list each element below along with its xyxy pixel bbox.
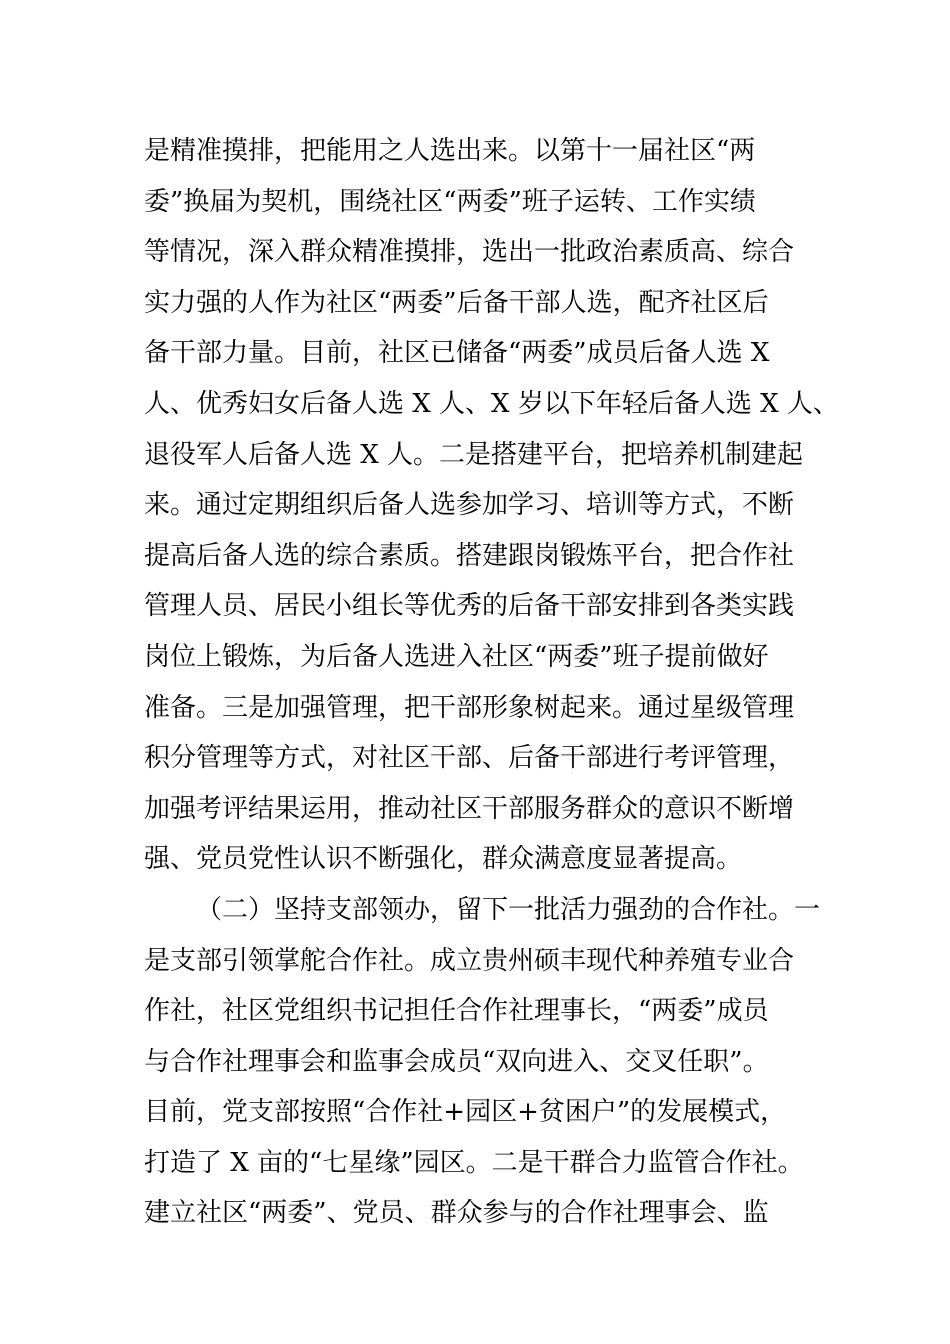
- text-line: 建立社区“两委”、党员、群众参与的合作社理事会、监: [144, 1198, 769, 1229]
- text-line: 岗位上锻炼，为后备人选进入社区“两委”班子提前做好: [144, 641, 769, 672]
- text-line: 是支部引领掌舵合作社。成立贵州硕丰现代种养殖专业合: [144, 945, 795, 976]
- text-line: 实力强的人作为社区“两委”后备干部人选，配齐社区后: [144, 287, 769, 318]
- text-line: 加强考评结果运用，推动社区干部服务群众的意识不断增: [144, 793, 795, 824]
- text-line: 作社，社区党组织书记担任合作社理事长，“两委”成员: [144, 996, 769, 1027]
- text-line: 等情况，深入群众精准摸排，选出一批政治素质高、综合: [144, 237, 795, 268]
- section-heading-line: （二）坚持支部领办，留下一批活力强劲的合作社。一: [196, 894, 821, 925]
- text-line: 委”换届为契机，围绕社区“两委”班子运转、工作实绩: [144, 186, 756, 217]
- text-line: 是精准摸排，把能用之人选出来。以第十一届社区“两: [144, 136, 756, 166]
- text-line: 打造了 X 亩的“七星缘”园区。二是干群合力监管合作社。: [144, 1147, 804, 1178]
- text-line: 提高后备人选的综合素质。搭建跟岗锻炼平台，把合作社: [144, 540, 795, 571]
- text-line: 来。通过定期组织后备人选参加学习、培训等方式，不断: [144, 490, 795, 521]
- text-line: 准备。三是加强管理，把干部形象树起来。通过星级管理: [144, 692, 795, 723]
- text-line: 强、党员党性认识不断强化，群众满意度显著提高。: [144, 844, 743, 875]
- text-line: 人、优秀妇女后备人选 X 人、X 岁以下年轻后备人选 X 人、: [144, 388, 839, 419]
- text-line: 积分管理等方式，对社区干部、后备干部进行考评管理，: [144, 743, 795, 774]
- text-line: 管理人员、居民小组长等优秀的后备干部安排到各类实践: [144, 591, 795, 622]
- text-line: 退役军人后备人选 X 人。二是搭建平台，把培养机制建起: [144, 439, 804, 470]
- text-line: 与合作社理事会和监事会成员“双向进入、交叉任职”。: [144, 1046, 769, 1077]
- text-line: 目前，党支部按照“合作社+园区+贫困户”的发展模式，: [144, 1097, 787, 1128]
- body-text: [144, 126, 839, 1239]
- text-line: 备干部力量。目前，社区已储备“两委”成员后备人选 X: [144, 338, 770, 369]
